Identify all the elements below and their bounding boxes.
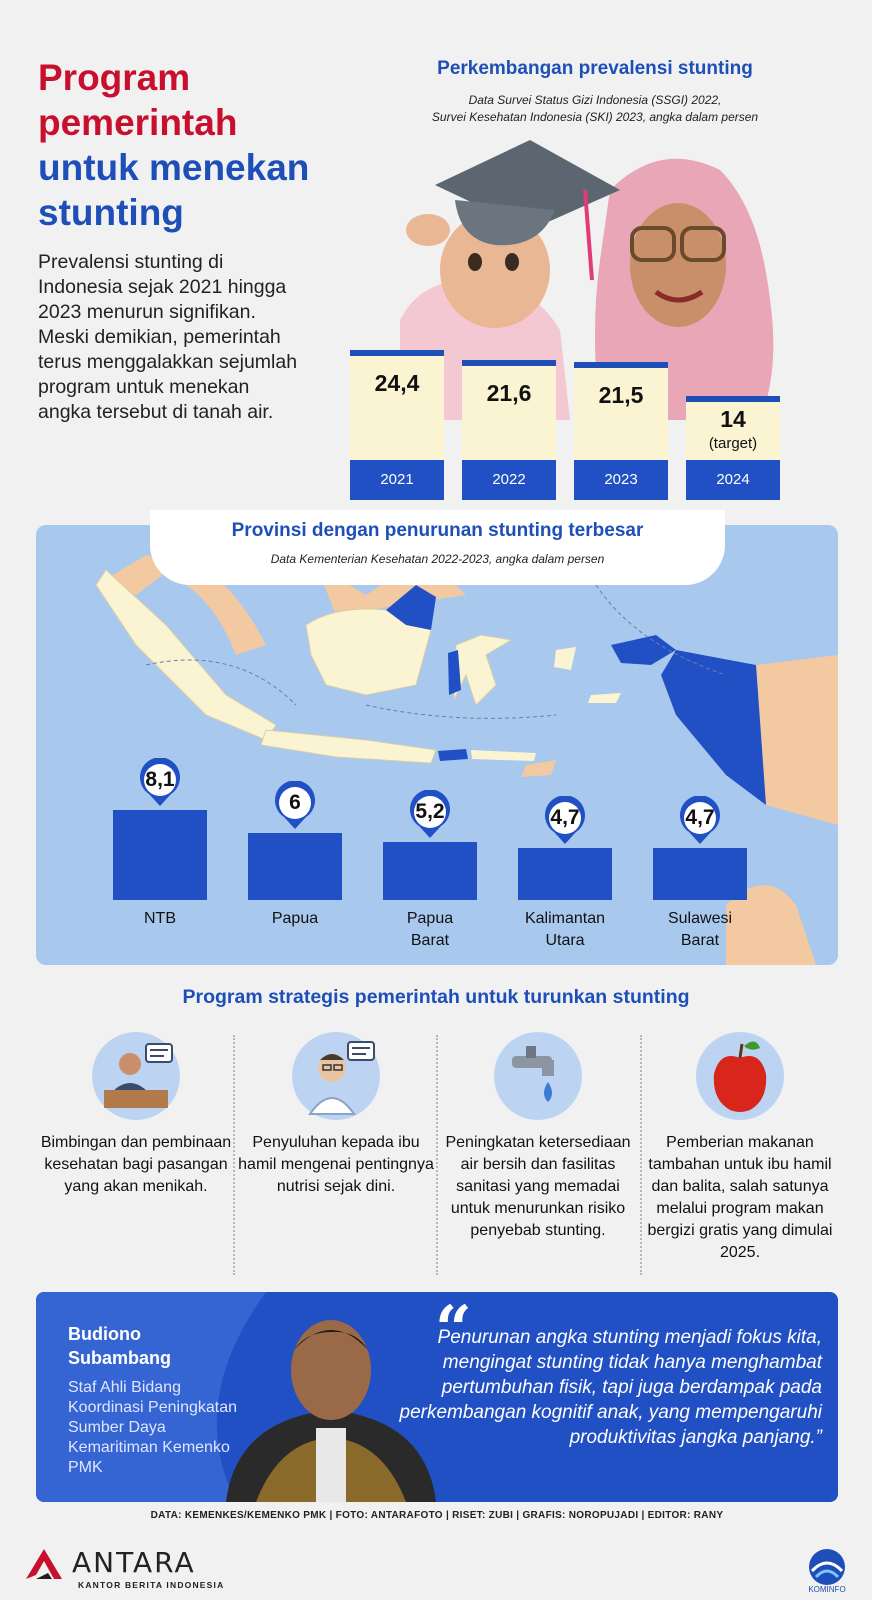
province-bar [653,848,747,900]
province-name [93,908,227,930]
prevalence-year: 2021 [350,460,444,500]
apple-icon [694,1030,786,1122]
province-name-line-1: Papua [406,910,454,927]
title-line-3: untuk menekan [38,147,310,188]
title-line-2: pemerintah [38,102,238,143]
prevalence-value: 21,5 [574,362,668,460]
prevalence-year: 2023 [574,460,668,500]
page-title [38,55,378,235]
program-divider [233,1035,235,1275]
province-name [228,908,362,930]
province-bar [248,833,342,900]
program-text: Pemberian makanan tambahan untuk ibu hamil dan balita, salah satunya melalui program makan bergizi gratis yang dimulai 2025. [647,1134,833,1261]
kominfo-label: KOMINFO [808,1585,846,1594]
prevalence-value-box [686,396,780,460]
province-bar [113,810,207,900]
prevalence-year: 2024 [686,460,780,500]
prevalence-source [350,92,840,126]
province-name-line-1: Papua [271,910,319,927]
antara-subtitle: KANTOR BERITA INDONESIA [78,1580,225,1590]
title-line-1: Program [38,57,191,98]
province-value: 5,2 [415,800,445,823]
credits-line: DATA: KEMENKES/KEMENKO PMK | FOTO: ANTARAFOTO | RISET: ZUBI | GRAFIS: NOROPUJADI | EDITOR: RANY [150,1510,724,1521]
program-text: Bimbingan dan pembinaan kesehatan bagi pasangan yang akan menikah. [40,1134,232,1195]
speaker-role: Staf Ahli Bidang Koordinasi Peningkatan Sumber Daya Kemaritiman Kemenko PMK [68,1379,238,1476]
title-line-4: stunting [38,192,184,233]
prevalence-value: 14 [720,406,746,432]
speaker-name-line-2: Subambang [68,1348,172,1368]
prevalence-source-line-1: Data Survei Status Gizi Indonesia (SSGI) 2022, [468,93,722,107]
province-value: 6 [289,791,301,814]
program-text: Peningkatan ketersediaan air bersih dan fasilitas sanitasi yang memadai untuk menurunkan risiko penyebab stunting. [445,1134,631,1239]
prevalence-title: Perkembangan prevalensi stunting [437,58,753,79]
province-name-line-1: Sulawesi [667,910,733,927]
quote-mark-icon: “ [435,1292,472,1367]
counseling-desk-icon [90,1030,182,1122]
programs-title: Program strategis pemerintah untuk turunkan stunting [182,986,690,1008]
province-name [498,908,632,952]
province-name-line-2: Utara [545,932,585,949]
antara-wordmark: ANTARA [72,1546,196,1579]
province-value: 4,7 [685,806,715,829]
province-name-line-1: Kalimantan [524,910,606,927]
prevalence-value: 24,4 [350,350,444,460]
water-tap-icon [492,1030,584,1122]
speaker-name [68,1322,228,1370]
doctor-icon [290,1030,382,1122]
province-value: 4,7 [550,806,580,829]
quote-text: Penurunan angka stunting menjadi fokus kita, mengingat stunting tidak hanya menghambat pertumbuhan fisik, tapi juga berdampak pada perkembangan kognitif anak, yang mempengaruhi produktivitas jangka panjang.” [399,1327,822,1448]
prevalence-target-note: (target) [708,435,758,452]
prevalence-source-line-2: Survei Kesehatan Indonesia (SKI) 2023, angka dalam persen [431,110,759,124]
prevalence-value: 21,6 [462,360,556,460]
program-text: Penyuluhan kepada ibu hamil mengenai pentingnya nutrisi sejak dini. [238,1134,434,1195]
speaker-name-line-1: Budiono [68,1324,141,1344]
province-bar [383,842,477,900]
provinces-source: Data Kementerian Kesehatan 2022-2023, angka dalam persen [270,552,605,566]
provinces-title: Provinsi dengan penurunan stunting terbesar [231,520,644,541]
province-name-line-2: Barat [680,932,720,949]
province-bar [518,848,612,900]
province-name [633,908,767,952]
prevalence-year: 2022 [462,460,556,500]
province-name [363,908,497,952]
province-value: 8,1 [145,768,175,791]
intro-text: Prevalensi stunting di Indonesia sejak 2021 hingga 2023 menurun signifikan. Meski demikian, pemerintah terus menggalakkan sejumlah program untuk menekan angka tersebut di tanah air. [38,251,298,423]
province-name-line-1: NTB [144,910,176,927]
province-name-line-2: Barat [410,932,450,949]
